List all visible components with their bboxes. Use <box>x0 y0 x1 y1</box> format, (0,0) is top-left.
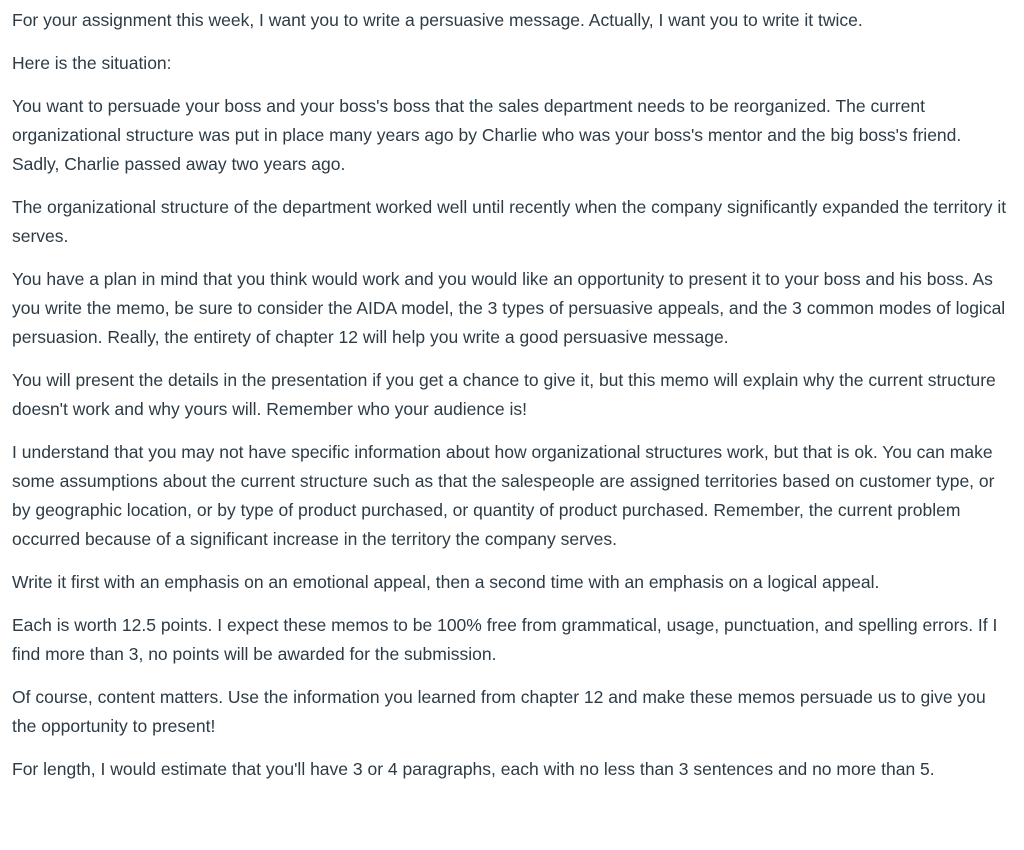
paragraph-content: Of course, content matters. Use the information you learned from chapter 12 and make these memos persuade us to give you the opportunity to present! <box>12 687 986 736</box>
paragraph-plan: You have a plan in mind that you think would work and you would like an opportunity to present it to your boss and his boss. As you write the memo, be sure to consider the AIDA model, the 3 types of persuasive appeals, and the 3 common modes of logical persuasion. Really, the entirety of chapter 12 will help you write a good persuasive message. <box>12 269 1006 347</box>
paragraph-structure: The organizational structure of the department worked well until recently when the company significantly expanded the territory it serves. <box>12 197 1007 246</box>
paragraph-intro: For your assignment this week, I want you to write a persuasive message. Actually, I want you to write it twice. <box>12 10 863 30</box>
paragraph-length: For length, I would estimate that you'll have 3 or 4 paragraphs, each with no less than 3 sentences and no more than 5. <box>12 759 935 779</box>
paragraph-situation-heading: Here is the situation: <box>12 53 172 73</box>
paragraph-assumptions: I understand that you may not have specific information about how organizational structures work, but that is ok. You can make some assumptions about the current structure such as that the salespeople are assigned territories based on customer type, or by geographic location, or by type of product purchased, or quantity of product purchased. Remember, the current problem occurred because of a significant increase in the territory the company serves. <box>12 442 995 549</box>
paragraph-grading: Each is worth 12.5 points. I expect these memos to be 100% free from grammatical, usage, punctuation, and spelling errors. If I find more than 3, no points will be awarded for the submission. <box>12 615 998 664</box>
paragraph-presentation: You will present the details in the presentation if you get a chance to give it, but this memo will explain why the current structure doesn't work and why yours will. Remember who your audience is! <box>12 370 996 419</box>
paragraph-appeals: Write it first with an emphasis on an emotional appeal, then a second time with an emphasis on a logical appeal. <box>12 572 880 592</box>
paragraph-situation: You want to persuade your boss and your boss's boss that the sales department needs to be reorganized. The current organizational structure was put in place many years ago by Charlie who was your boss's mentor and the big boss's friend. Sadly, Charlie passed away two years ago. <box>12 96 962 174</box>
